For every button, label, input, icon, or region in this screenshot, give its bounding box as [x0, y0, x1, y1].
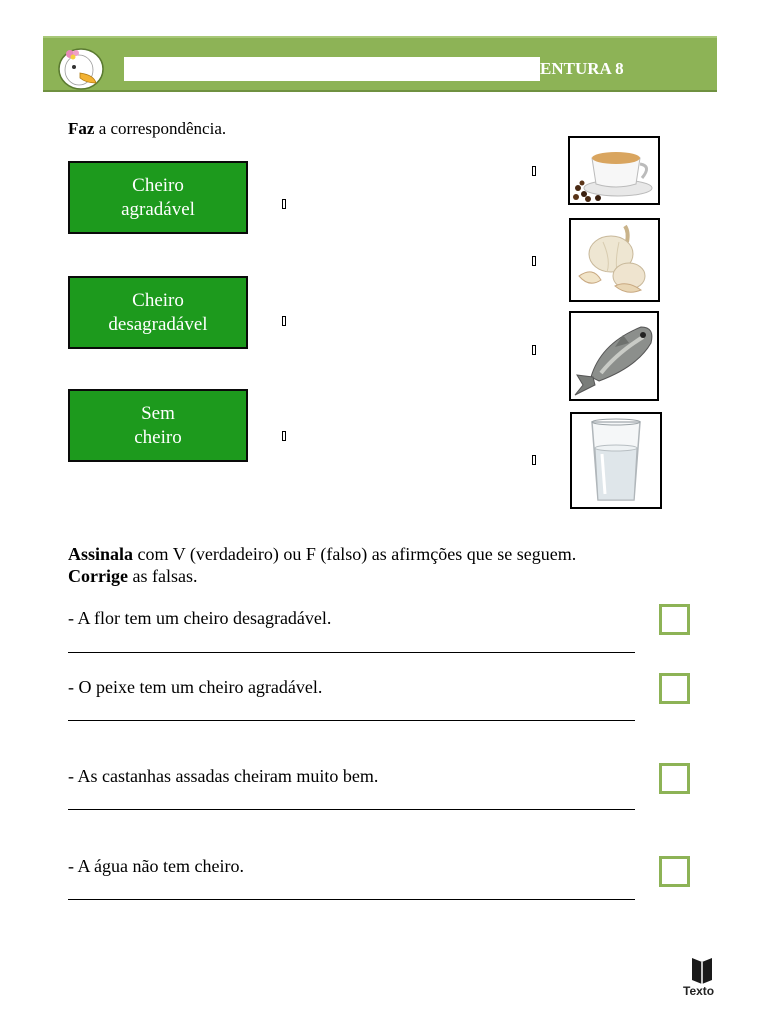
tf-checkbox-1[interactable]	[659, 604, 690, 635]
connect-dot-right[interactable]	[532, 256, 536, 266]
answer-line-2[interactable]	[68, 720, 635, 721]
exercise2-instruction-line2	[68, 565, 197, 587]
tf-checkbox-4[interactable]	[659, 856, 690, 887]
instruction-bold: Assinala	[68, 544, 134, 564]
box-label-line2: cheiro	[134, 426, 182, 448]
fish-icon	[569, 311, 659, 401]
tf-checkbox-3[interactable]	[659, 763, 690, 794]
instruction-text: a correspondência.	[94, 119, 227, 138]
answer-line-3[interactable]	[68, 809, 635, 810]
exercise2-instruction-line1	[68, 543, 576, 565]
box-label-line1: Cheiro	[132, 289, 184, 311]
box-label-line1: Sem	[141, 402, 175, 424]
duck-mascot-icon	[56, 45, 106, 91]
header-title: ENTURA 8	[540, 59, 624, 78]
water-glass-icon	[570, 412, 662, 509]
statement-4: - A água não tem cheiro.	[68, 856, 244, 876]
exercise1-instruction	[68, 118, 226, 140]
statement-1: - A flor tem um cheiro desagradável.	[68, 608, 332, 628]
answer-line-4[interactable]	[68, 899, 635, 900]
coffee-cup-icon	[568, 136, 660, 205]
connect-dot-right[interactable]	[532, 455, 536, 465]
instruction-text: as falsas.	[127, 566, 198, 586]
box-label-line2: desagradável	[108, 313, 208, 335]
connect-dot-left[interactable]	[282, 199, 286, 209]
box-label-line2: agradável	[121, 198, 195, 220]
box-label-line1: Cheiro	[132, 174, 184, 196]
tf-checkbox-2[interactable]	[659, 673, 690, 704]
statement-3: - As castanhas assadas cheiram muito bem.	[68, 766, 379, 786]
instruction-text: com V (verdadeiro) ou F (falso) as afirmções que se seguem.	[133, 544, 577, 564]
connect-dot-left[interactable]	[282, 431, 286, 441]
garlic-icon	[569, 218, 660, 302]
instruction-bold: Faz	[68, 119, 95, 138]
connect-dot-right[interactable]	[532, 345, 536, 355]
match-box-pleasant[interactable]	[68, 161, 248, 234]
connect-dot-right[interactable]	[532, 166, 536, 176]
header-mask	[124, 57, 540, 81]
answer-line-1[interactable]	[68, 652, 635, 653]
connect-dot-left[interactable]	[282, 316, 286, 326]
publisher-name: Texto	[683, 984, 715, 998]
instruction-bold: Corrige	[68, 566, 128, 586]
match-box-unpleasant[interactable]	[68, 276, 248, 349]
match-box-no-smell[interactable]	[68, 389, 248, 462]
statement-2: - O peixe tem um cheiro agradável.	[68, 677, 323, 697]
